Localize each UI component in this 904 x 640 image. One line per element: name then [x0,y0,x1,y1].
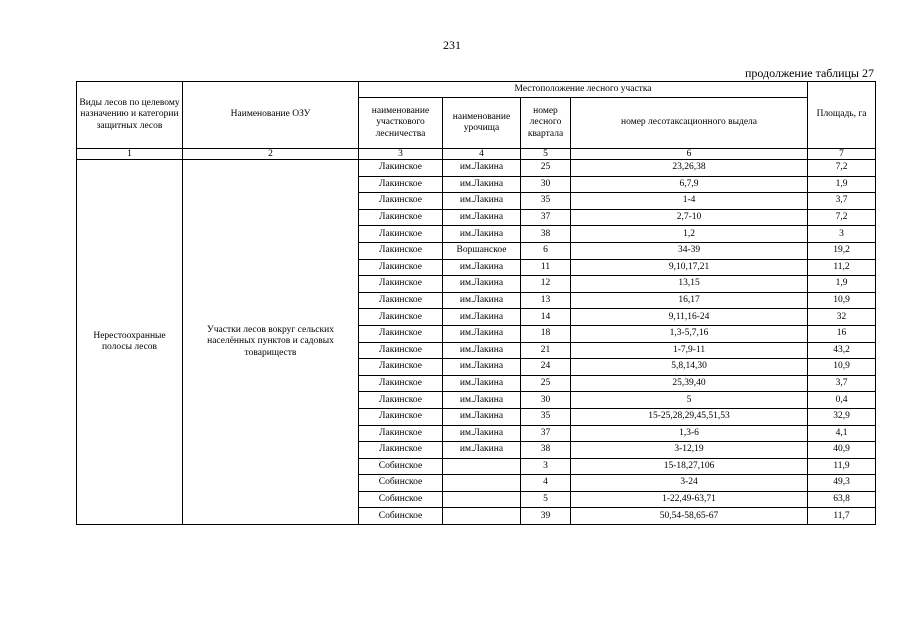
column-number: 5 [521,149,571,160]
area-cell: 32,9 [808,408,876,425]
tract-cell: им.Лакина [443,176,521,193]
tract-cell: им.Лакина [443,442,521,459]
allotment-cell: 13,15 [571,276,808,293]
quarter-cell: 5 [521,491,571,508]
quarter-cell: 37 [521,209,571,226]
allotment-cell: 15-18,27,106 [571,458,808,475]
allotment-cell: 1-7,9-11 [571,342,808,359]
tract-cell: им.Лакина [443,226,521,243]
quarter-cell: 14 [521,309,571,326]
area-cell: 1,9 [808,276,876,293]
area-cell: 63,8 [808,491,876,508]
quarter-cell: 4 [521,475,571,492]
area-cell: 3 [808,226,876,243]
allotment-cell: 3-24 [571,475,808,492]
tract-cell: им.Лакина [443,392,521,409]
district-forestry-cell: Собинское [359,475,443,492]
district-forestry-cell: Лакинское [359,276,443,293]
allotment-cell: 15-25,28,29,45,51,53 [571,408,808,425]
header-quarter: номер лесного квартала [521,98,571,149]
header-ozu-name: Наименование ОЗУ [183,82,359,149]
allotment-cell: 1,3-5,7,16 [571,325,808,342]
forest-plots-table [76,81,876,525]
tract-cell [443,475,521,492]
area-cell: 32 [808,309,876,326]
quarter-cell: 30 [521,176,571,193]
area-cell: 11,7 [808,508,876,525]
district-forestry-cell: Лакинское [359,359,443,376]
tract-cell: им.Лакина [443,425,521,442]
column-number: 6 [571,149,808,160]
area-cell: 4,1 [808,425,876,442]
tract-cell [443,491,521,508]
allotment-cell: 5 [571,392,808,409]
district-forestry-cell: Лакинское [359,375,443,392]
area-cell: 7,2 [808,160,876,177]
area-cell: 11,9 [808,458,876,475]
quarter-cell: 38 [521,442,571,459]
quarter-cell: 37 [521,425,571,442]
tract-cell: им.Лакина [443,309,521,326]
table-continuation-label: продолжение таблицы 27 [744,66,874,80]
allotment-cell: 1-22,49-63,71 [571,491,808,508]
area-cell: 19,2 [808,242,876,259]
header-tract: наименование урочища [443,98,521,149]
quarter-cell: 6 [521,242,571,259]
quarter-cell: 11 [521,259,571,276]
page-number: 231 [443,38,461,52]
quarter-cell: 30 [521,392,571,409]
tract-cell: им.Лакина [443,259,521,276]
area-cell: 49,3 [808,475,876,492]
quarter-cell: 38 [521,226,571,243]
district-forestry-cell: Лакинское [359,292,443,309]
allotment-cell: 50,54-58,65-67 [571,508,808,525]
quarter-cell: 35 [521,193,571,210]
allotment-cell: 25,39,40 [571,375,808,392]
district-forestry-cell: Лакинское [359,342,443,359]
column-number: 7 [808,149,876,160]
district-forestry-cell: Лакинское [359,242,443,259]
tract-cell [443,508,521,525]
allotment-cell: 9,11,16-24 [571,309,808,326]
area-cell: 3,7 [808,193,876,210]
allotment-cell: 9,10,17,21 [571,259,808,276]
quarter-cell: 24 [521,359,571,376]
tract-cell: им.Лакина [443,193,521,210]
tract-cell: им.Лакина [443,209,521,226]
allotment-cell: 6,7,9 [571,176,808,193]
allotment-cell: 3-12,19 [571,442,808,459]
area-cell: 16 [808,325,876,342]
header-district-forestry: наименование участкового лесничества [359,98,443,149]
district-forestry-cell: Лакинское [359,325,443,342]
district-forestry-cell: Лакинское [359,176,443,193]
allotment-cell: 1,3-6 [571,425,808,442]
district-forestry-cell: Лакинское [359,193,443,210]
table-row [77,160,876,177]
column-number: 1 [77,149,183,160]
header-allotment: номер лесотаксационного выдела [571,98,808,149]
quarter-cell: 21 [521,342,571,359]
area-cell: 11,2 [808,259,876,276]
allotment-cell: 1-4 [571,193,808,210]
allotment-cell: 34-39 [571,242,808,259]
area-cell: 43,2 [808,342,876,359]
tract-cell: им.Лакина [443,375,521,392]
column-number: 3 [359,149,443,160]
table-body [77,160,876,525]
tract-cell: им.Лакина [443,342,521,359]
area-cell: 10,9 [808,292,876,309]
tract-cell: им.Лакина [443,276,521,293]
header-forest-type: Виды лесов по целевому назначению и категории защитных лесов [77,82,183,149]
column-number: 2 [183,149,359,160]
forest-type-cell: Нерестоохранные полосы лесов [77,160,183,525]
ozu-name-cell: Участки лесов вокруг сельских населённых пунктов и садовых товариществ [183,160,359,525]
area-cell: 0,4 [808,392,876,409]
allotment-cell: 16,17 [571,292,808,309]
district-forestry-cell: Лакинское [359,259,443,276]
district-forestry-cell: Собинское [359,491,443,508]
area-cell: 3,7 [808,375,876,392]
quarter-cell: 13 [521,292,571,309]
quarter-cell: 25 [521,160,571,177]
district-forestry-cell: Лакинское [359,425,443,442]
district-forestry-cell: Лакинское [359,442,443,459]
quarter-cell: 12 [521,276,571,293]
allotment-cell: 23,26,38 [571,160,808,177]
quarter-cell: 25 [521,375,571,392]
tract-cell: им.Лакина [443,359,521,376]
area-cell: 10,9 [808,359,876,376]
tract-cell: им.Лакина [443,325,521,342]
allotment-cell: 1,2 [571,226,808,243]
district-forestry-cell: Лакинское [359,309,443,326]
district-forestry-cell: Собинское [359,458,443,475]
tract-cell: им.Лакина [443,160,521,177]
district-forestry-cell: Лакинское [359,209,443,226]
header-area: Площадь, га [808,82,876,149]
tract-cell: им.Лакина [443,408,521,425]
tract-cell: им.Лакина [443,292,521,309]
quarter-cell: 18 [521,325,571,342]
district-forestry-cell: Лакинское [359,226,443,243]
district-forestry-cell: Собинское [359,508,443,525]
area-cell: 40,9 [808,442,876,459]
quarter-cell: 3 [521,458,571,475]
district-forestry-cell: Лакинское [359,392,443,409]
allotment-cell: 5,8,14,30 [571,359,808,376]
tract-cell: Воршанское [443,242,521,259]
quarter-cell: 39 [521,508,571,525]
area-cell: 7,2 [808,209,876,226]
column-number: 4 [443,149,521,160]
district-forestry-cell: Лакинское [359,160,443,177]
allotment-cell: 2,7-10 [571,209,808,226]
district-forestry-cell: Лакинское [359,408,443,425]
area-cell: 1,9 [808,176,876,193]
header-location: Местоположение лесного участка [359,82,808,98]
tract-cell [443,458,521,475]
quarter-cell: 35 [521,408,571,425]
